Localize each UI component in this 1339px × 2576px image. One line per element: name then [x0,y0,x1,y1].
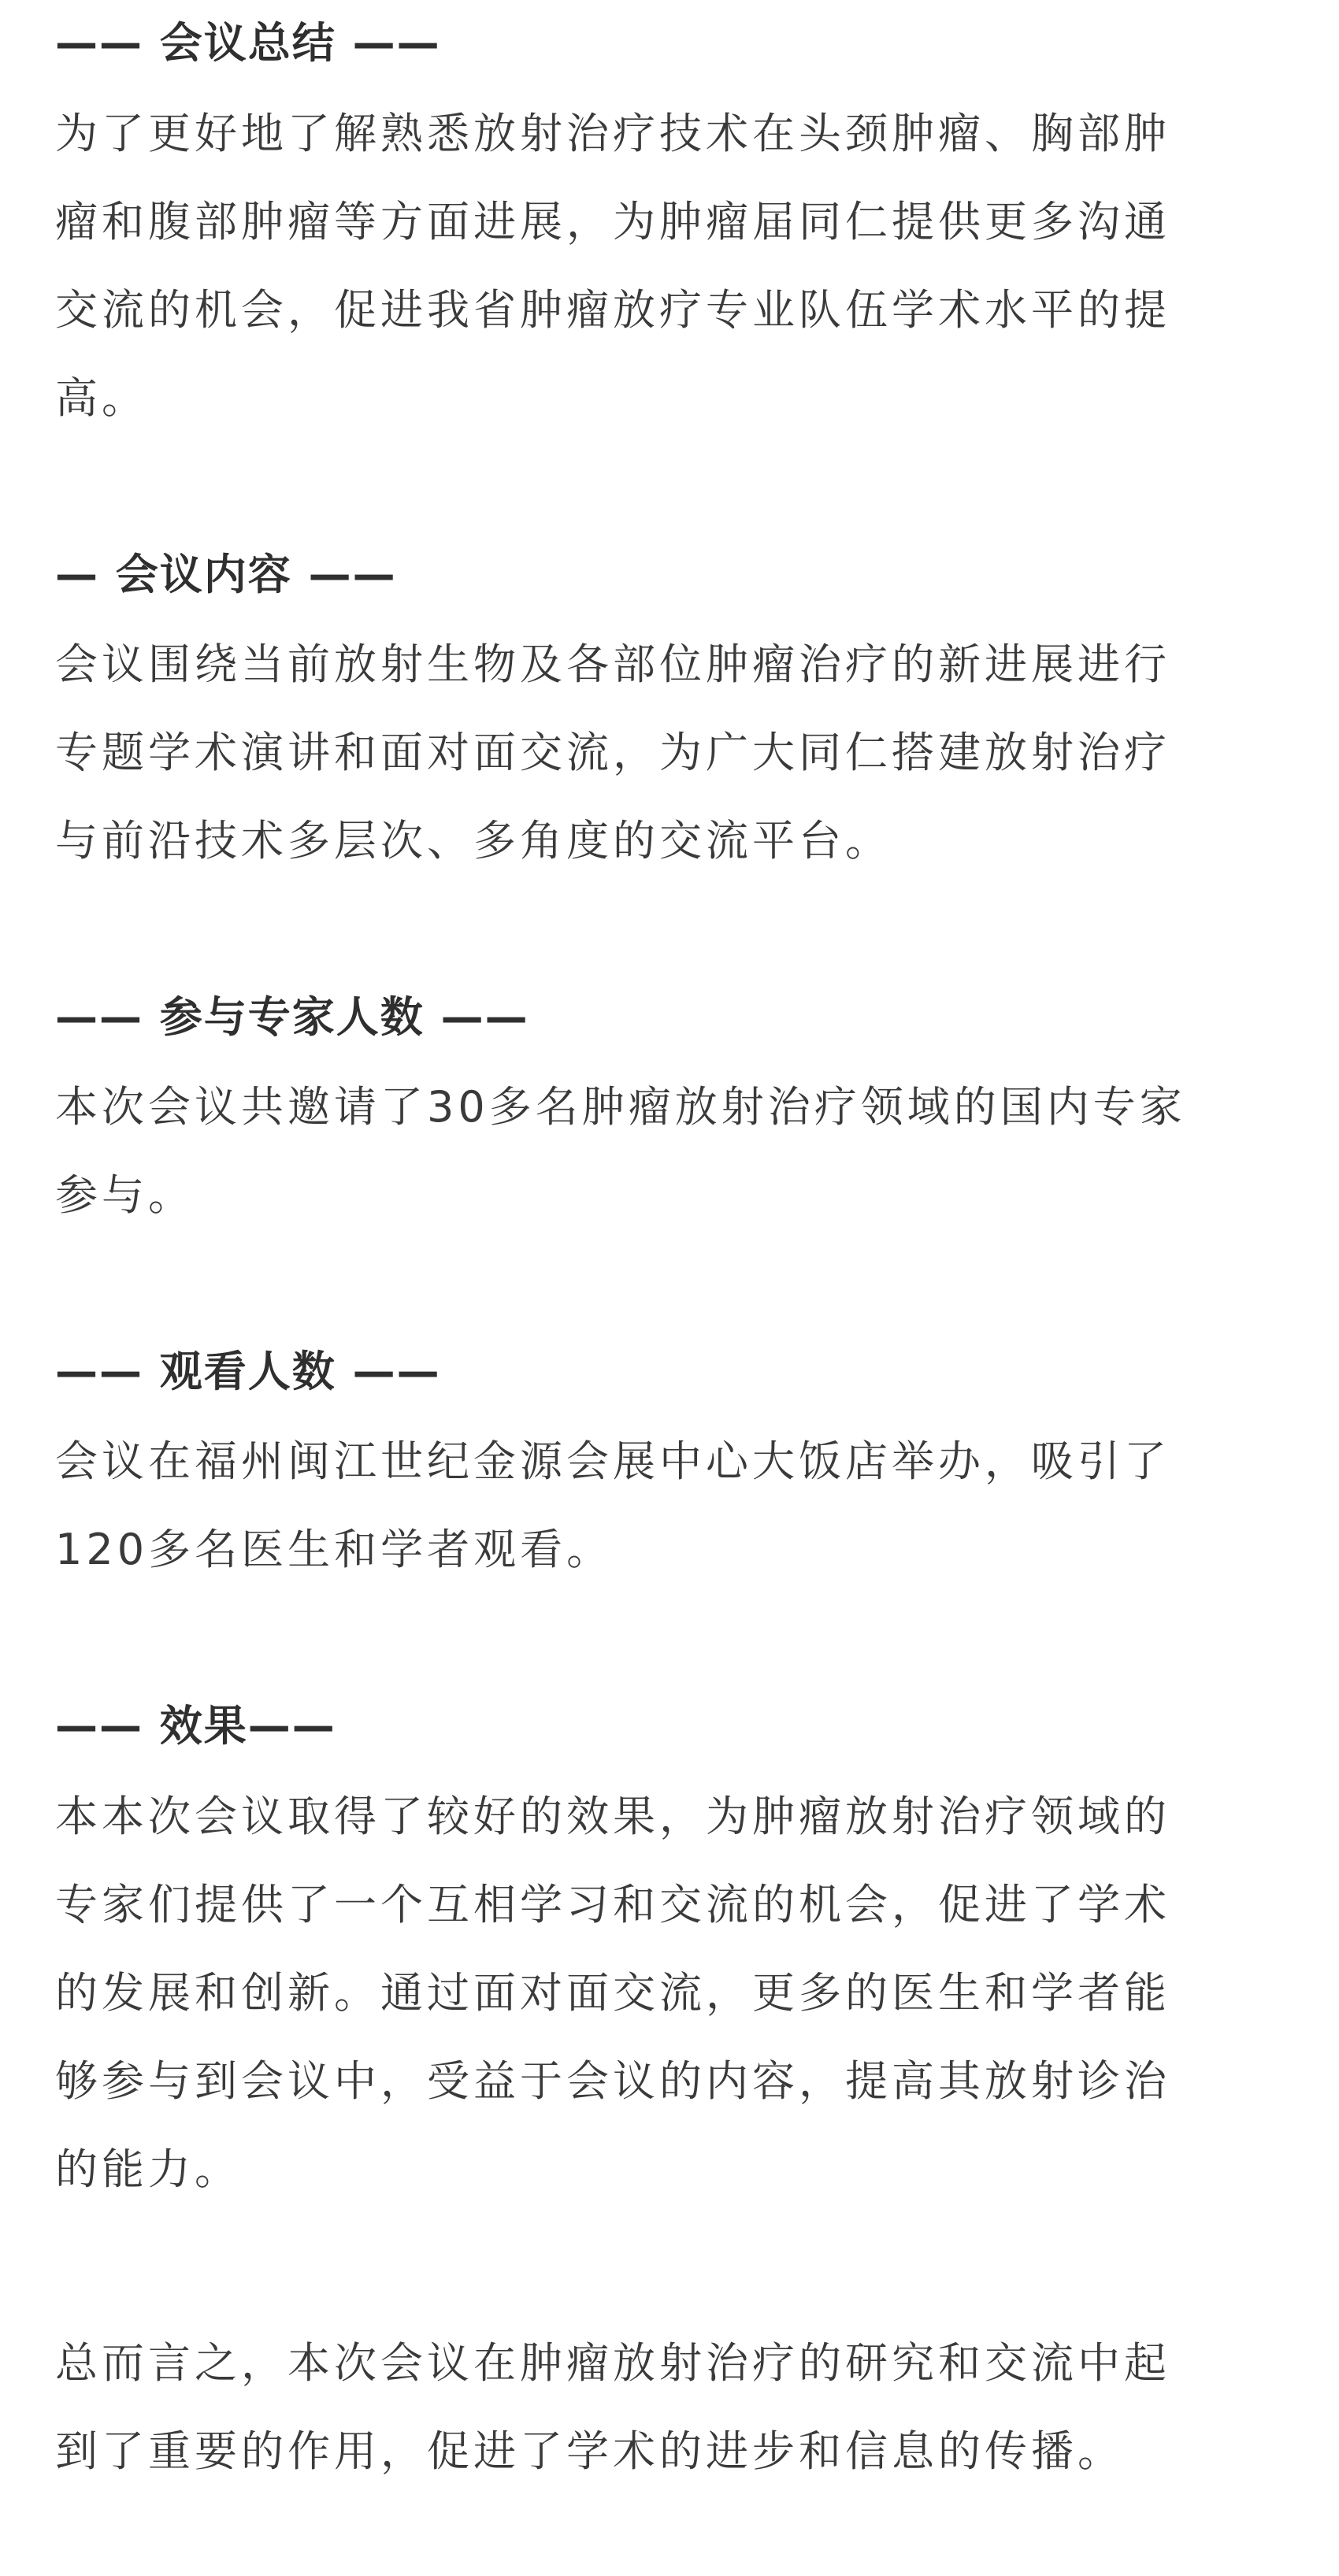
section-heading-content: — 会议内容 —— [55,550,397,599]
paragraph-line: 为了更好地了解熟悉放射治疗技术在头颈肿瘤、胸部肿 [55,109,1170,158]
section-body-effect [55,1773,1284,2214]
paragraph-line: 本本次会议取得了较好的效果，为肿瘤放射治疗领域的 [55,1792,1170,1841]
section-heading-viewers: —— 观看人数 —— [55,1347,441,1396]
paragraph-line: 的发展和创新。通过面对面交流，更多的医生和学者能 [55,1968,1170,2018]
paragraph-line: 与前沿技术多层次、多角度的交流平台。 [55,816,892,865]
paragraph-line: 会议围绕当前放射生物及各部位肿瘤治疗的新进展进行 [55,639,1170,689]
paragraph-line: 高。 [55,373,148,423]
section-body-content [55,621,1284,885]
section-heading-experts: —— 参与专家人数 —— [55,992,529,1042]
paragraph-line: 到了重要的作用，促进了学术的进步和信息的传播。 [55,2426,1124,2476]
paragraph-line: 够参与到会议中，受益于会议的内容，提高其放射诊治 [55,2056,1170,2106]
paragraph-line: 参与。 [55,1170,195,1220]
paragraph-line: 120多名医生和学者观看。 [55,1525,614,1574]
paragraph-line: 瘤和腹部肿瘤等方面进展，为肿瘤届同仁提供更多沟通 [55,197,1170,246]
section-heading-summary: —— 会议总结 —— [55,18,441,68]
section-body-viewers [55,1418,1284,1594]
paragraph-line: 总而言之，本次会议在肿瘤放射治疗的研究和交流中起 [55,2338,1170,2388]
section-body-summary [55,90,1284,443]
paragraph-line: 专家们提供了一个互相学习和交流的机会，促进了学术 [55,1880,1170,1929]
paragraph-line: 专题学术演讲和面对面交流，为广大同仁搭建放射治疗 [55,728,1170,777]
conclusion-paragraph [55,2319,1284,2496]
section-body-experts [55,1063,1284,1240]
paragraph-line: 会议在福州闽江世纪金源会展中心大饭店举办，吸引了 [55,1436,1170,1486]
paragraph-line: 交流的机会，促进我省肿瘤放疗专业队伍学术水平的提 [55,285,1170,335]
paragraph-line: 本次会议共邀请了30多名肿瘤放射治疗领域的国内专家 [55,1082,1186,1132]
section-heading-effect: —— 效果—— [55,1701,336,1751]
paragraph-line: 的能力。 [55,2144,241,2194]
